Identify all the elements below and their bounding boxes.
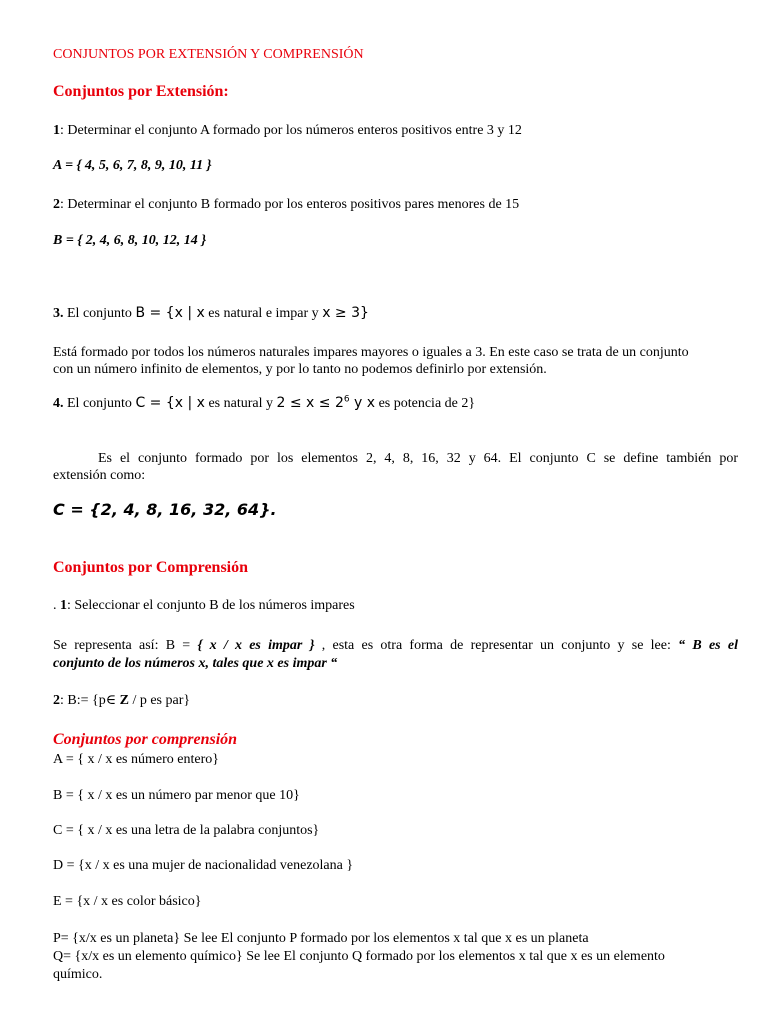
set-notation: { x / x es impar }: [197, 638, 315, 653]
set-q-definition: Q= {x/x es un elemento químico} Se lee El conjunto Q formado por los elementos x tal que x es un elemento: [53, 949, 665, 964]
list-item: A = { x / x es número entero}: [53, 752, 219, 767]
extension-item-1: [53, 122, 522, 139]
item-text: Se representa así: B =: [53, 638, 198, 653]
item-number: 2: [53, 197, 60, 212]
document-title: CONJUNTOS POR EXTENSIÓN Y COMPRENSIÓN: [53, 47, 364, 62]
list-item: B = { x / x es un número par menor que 10}: [53, 788, 300, 803]
set-a-extension: A = { 4, 5, 6, 7, 8, 9, 10, 11 }: [53, 158, 212, 173]
set-c-extension: C = {2, 4, 8, 16, 32, 64}.: [53, 500, 277, 519]
integers-symbol: Z: [119, 693, 129, 708]
paragraph-line: Está formado por todos los números naturales impares mayores o iguales a 3. En este caso se trata de un conjunto: [53, 345, 689, 360]
comprension-item-2: [53, 692, 190, 709]
exponent: 6: [343, 394, 350, 405]
item-number: 4.: [53, 396, 64, 411]
item-text: es potencia de 2}: [375, 396, 476, 411]
extension-item-2: [53, 196, 519, 213]
item-text: es natural y: [204, 396, 277, 411]
item-number: 1: [60, 598, 67, 613]
item-text: : B:= {p∈: [60, 693, 120, 708]
set-notation: C = {x | x: [135, 395, 205, 411]
extension-item-3: [53, 305, 369, 322]
item-text: / p es par}: [128, 693, 191, 708]
set-notation: x ≥ 3}: [322, 305, 369, 321]
item-number: 1: [53, 123, 60, 138]
comprension-item-1: [53, 597, 355, 614]
set-q-definition-cont: químico.: [53, 967, 103, 982]
section-heading-comprension: Conjuntos por Comprensión: [53, 559, 249, 576]
section-heading-comprension-list: Conjuntos por comprensión: [53, 731, 238, 748]
list-item: E = {x / x es color básico}: [53, 894, 202, 909]
item-text: es natural e impar y: [204, 306, 323, 321]
quote-text: conjunto de los números x, tales que x es impar “: [53, 656, 338, 671]
item-number: 3.: [53, 306, 64, 321]
item-text: : Determinar el conjunto A formado por los números enteros positivos entre 3 y 12: [60, 123, 522, 138]
item-text: El conjunto: [63, 306, 136, 321]
paragraph-line: extensión como:: [53, 468, 146, 483]
set-notation: 2 ≤ x ≤ 2: [276, 395, 344, 411]
paragraph-line: Es el conjunto formado por los elementos 2, 4, 8, 16, 32 y 64. El conjunto C se define también por: [98, 451, 738, 466]
item-number: 2: [53, 693, 60, 708]
set-b-extension: B = { 2, 4, 6, 8, 10, 12, 14 }: [53, 233, 207, 248]
item-prefix: .: [53, 598, 60, 613]
item-text: , esta es otra forma de representar un conjunto y se lee:: [314, 638, 679, 653]
set-notation: y x: [349, 395, 376, 411]
item-text: : Seleccionar el conjunto B de los números impares: [67, 598, 355, 613]
set-p-definition: P= {x/x es un planeta} Se lee El conjunto P formado por los elementos x tal que x es un planeta: [53, 931, 589, 946]
set-notation: B = {x | x: [135, 305, 205, 321]
item-text: El conjunto: [63, 396, 136, 411]
extension-item-4: [53, 395, 475, 412]
list-item: C = { x / x es una letra de la palabra conjuntos}: [53, 823, 320, 838]
section-heading-extension: Conjuntos por Extensión:: [53, 83, 229, 100]
paragraph-line: con un número infinito de elementos, y por lo tanto no podemos definirlo por extensión.: [53, 362, 547, 377]
quote-text: “ B es el: [678, 638, 738, 653]
list-item: D = {x / x es una mujer de nacionalidad venezolana }: [53, 858, 354, 873]
item-text: : Determinar el conjunto B formado por los enteros positivos pares menores de 15: [60, 197, 520, 212]
representation-line: [53, 637, 738, 654]
